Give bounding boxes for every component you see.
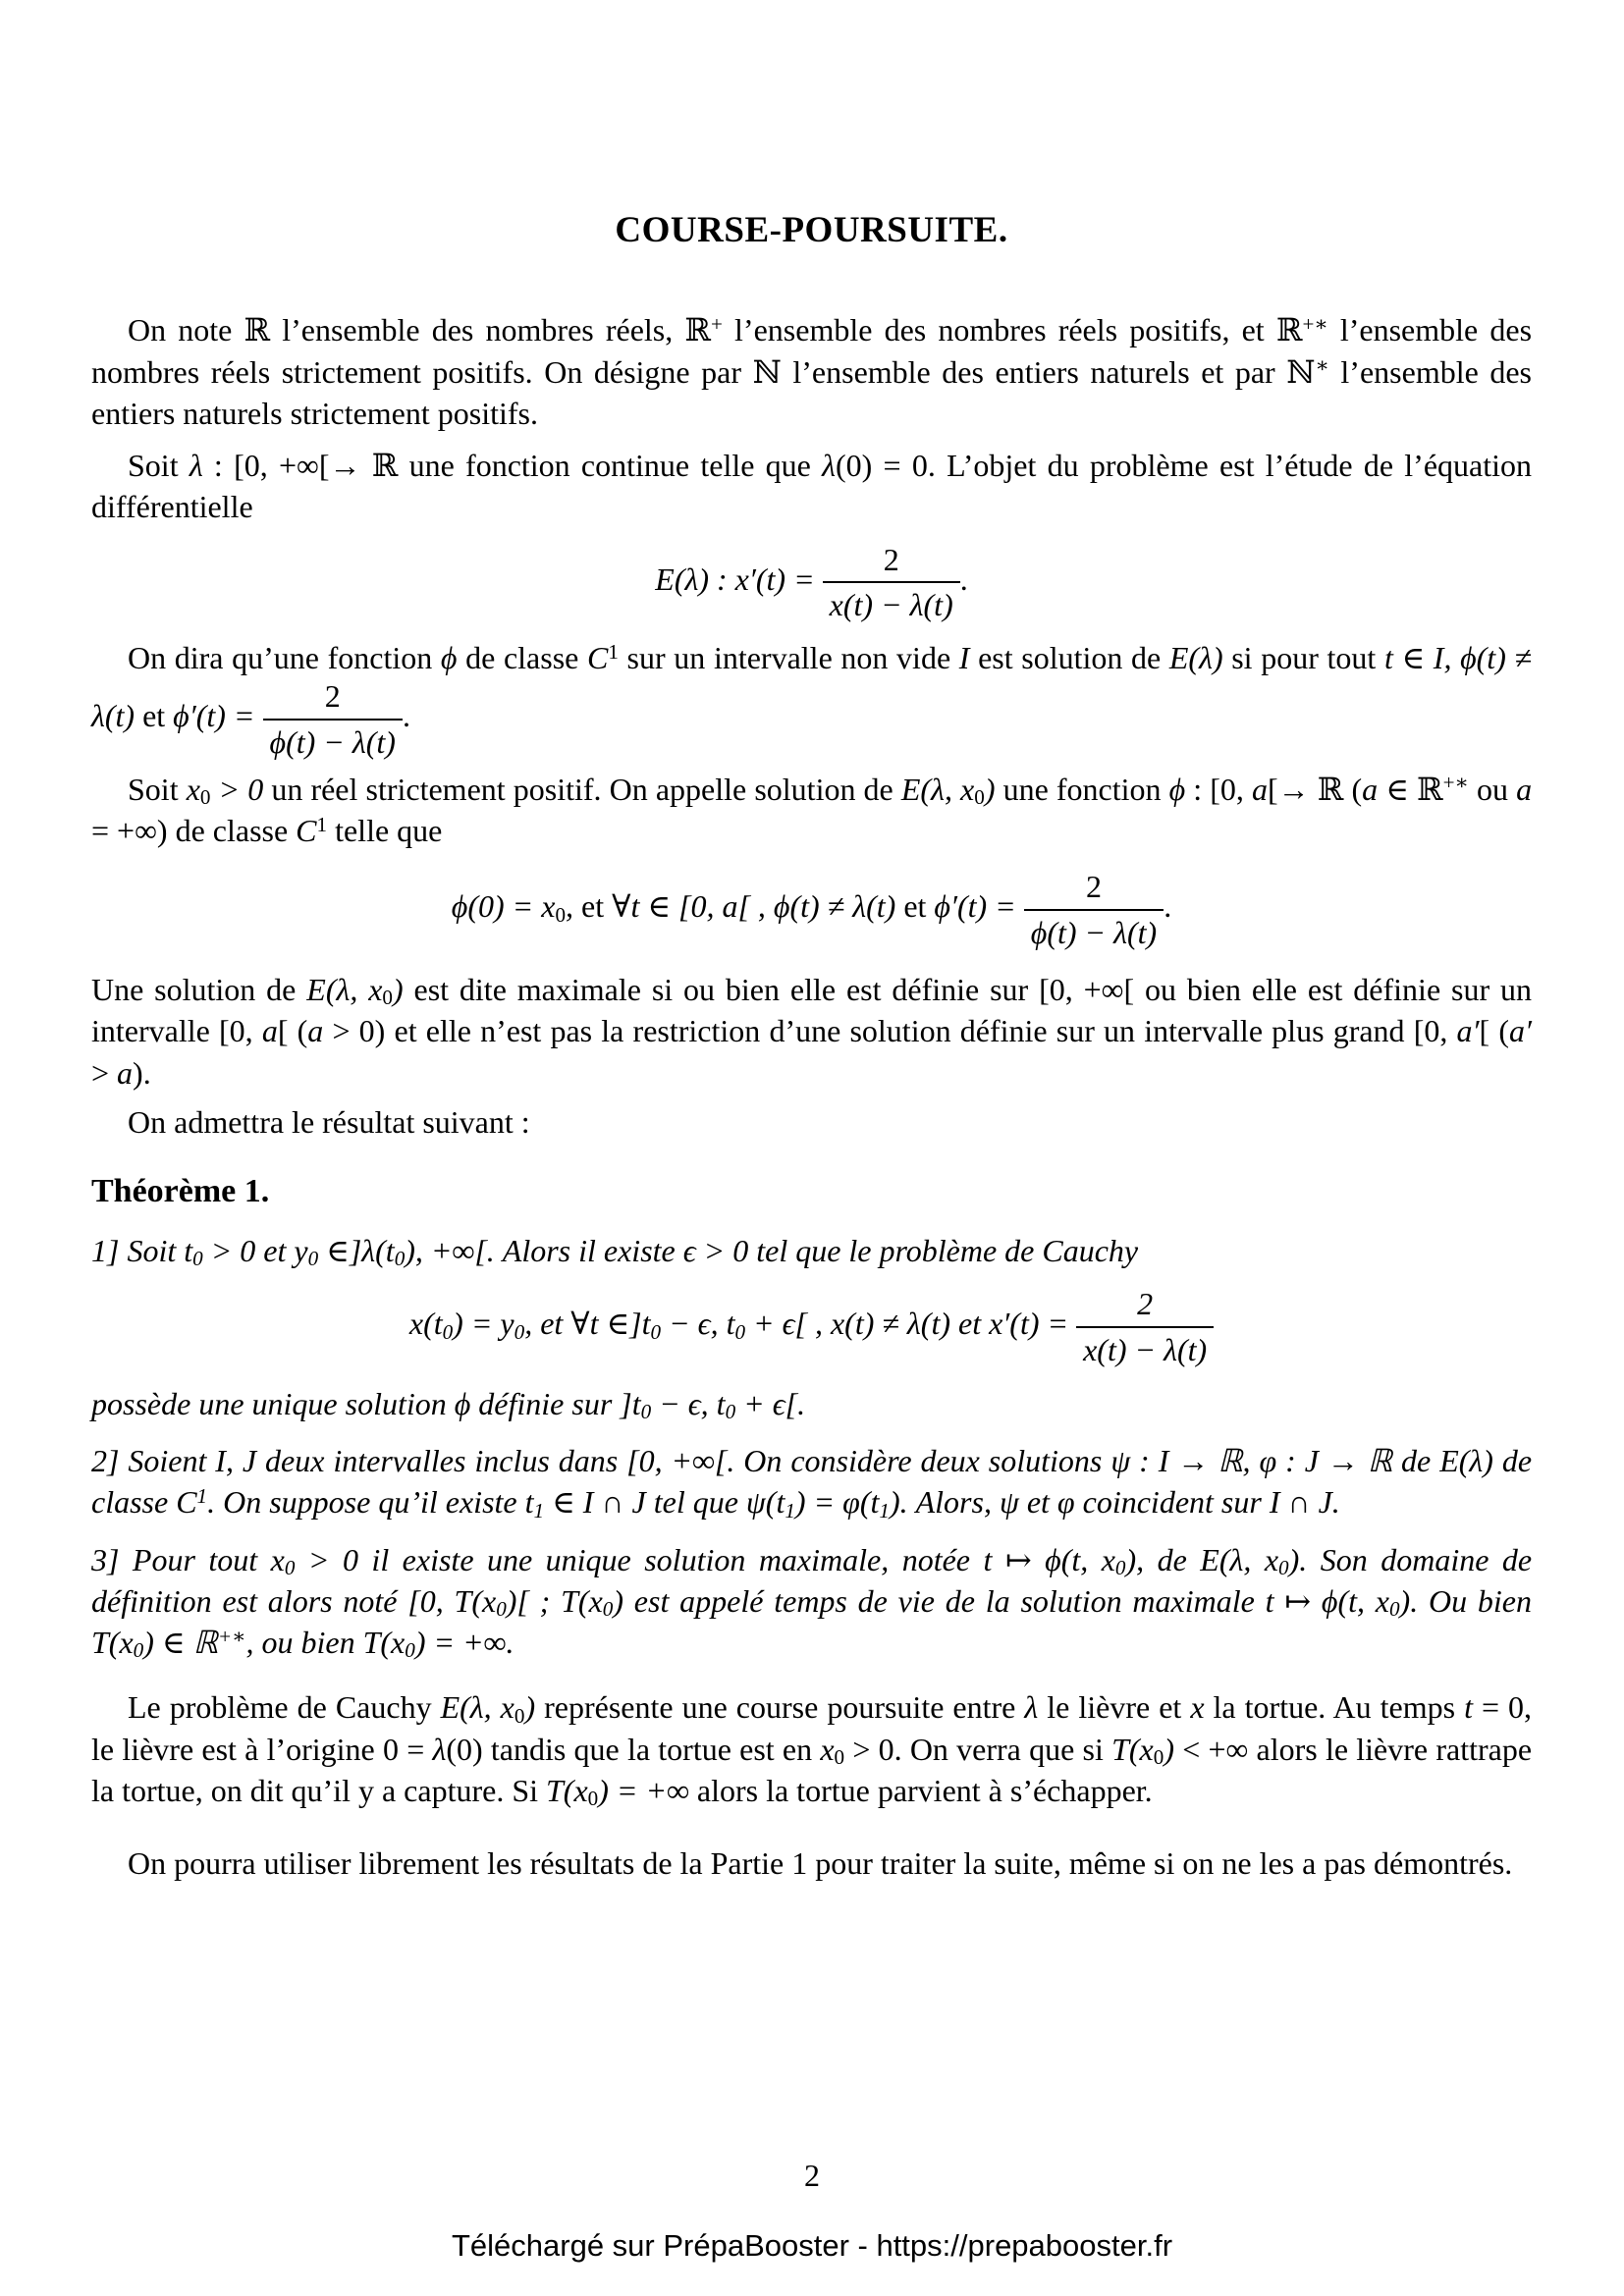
theorem-item-2: 2] Soient I, J deux intervalles inclus dans [0, +∞[. On considère deux solutions ψ : I → ℝ, φ : J → ℝ de E(λ) de classe $C^1$. On suppose qu’il existe t1 ∈ I ∩ J tel que ψ(t1) = φ(t1). Alors, ψ et φ coincident sur I ∩ J. <box>91 1443 1533 1522</box>
paragraph-maximal-def: Une solution de E(λ, x0) est dite maximale si ou bien elle est définie sur [0, +∞[ ou bien elle est définie sur un intervalle [0, a[ (a > 0) et elle n’est pas la restriction d’une solution définie sur un intervalle plus grand [0, a′[ (a′ > a). <box>91 972 1533 1091</box>
fraction: $\frac{2}{x(t) - \lambda(t)}$ <box>823 542 960 624</box>
paragraph-x0-def: Soit x0 > 0 un réel strictement positif. On appelle solution de E(λ, x0) une fonction ϕ : [0, a[→ ℝ (a ∈ ℝ+∗ ou a = +∞) de classe $C^1$ telle que <box>91 771 1533 849</box>
equation-elambda: E(λ) : x′(t) = $\frac{2}{x(t) - \lambda(t)}$ . <box>655 541 968 623</box>
theorem-item-1: 1] Soit t0 > 0 et y0 ∈]λ(t0), +∞[. Alors il existe ϵ > 0 tel que le problème de Cauchy <box>91 1233 1139 1271</box>
equation-initial-condition: ϕ(0) = x0, et ∀t ∈ [0, a[ , ϕ(t) ≠ λ(t) et ϕ′(t) = $\frac{2}{\phi(t) - \lambda(t)}$ . <box>451 869 1172 951</box>
paragraph-solution-def: On dira qu’une fonction ϕ de classe $C^1$ sur un intervalle non vide I est solution de E(λ) si pour tout t ∈ I, ϕ(t) ≠ λ(t) et ϕ′(t) = $\frac{2}{\phi(t) - \lambda(t)}$ . <box>91 639 1533 761</box>
fraction: $\frac{2}{\phi(t) - \lambda(t)}$ <box>263 678 403 761</box>
page-number: 2 <box>804 2158 820 2193</box>
paragraph-admettra: On admettra le résultat suivant : <box>128 1103 530 1140</box>
paragraph-lambda-intro: Soit λ : [0, +∞[→ ℝ une fonction continue telle que λ(0) = 0. L’objet du problème est l’étude de l’équation différentielle <box>91 448 1533 525</box>
theorem-1-heading: Théorème 1. <box>91 1172 270 1209</box>
paragraph-possede: possède une unique solution ϕ définie sur ]t0 − ϵ, t0 + ϵ[. <box>91 1386 806 1424</box>
page-title: COURSE-POURSUITE. <box>615 210 1008 250</box>
equation-cauchy-problem: x(t0) = y0, et ∀t ∈]t0 − ϵ, t0 + ϵ[ , x(t) ≠ λ(t) et x′(t) = $\frac{2}{x(t) - \lambda(t)}$ <box>91 1286 1532 1368</box>
paragraph-partie1: On pourra utiliser librement les résultats de la Partie 1 pour traiter la suite, même si on ne les a pas démontrés. <box>128 1845 1513 1882</box>
footer-credit: Téléchargé sur PrépaBooster - https://prepabooster.fr <box>451 2228 1173 2263</box>
fraction: $\frac{2}{x(t) - \lambda(t)}$ <box>1076 1286 1214 1368</box>
fraction: $\frac{2}{\phi(t) - \lambda(t)}$ <box>1024 869 1164 951</box>
theorem-item-3: 3] Pour tout x0 > 0 il existe une unique solution maximale, notée t ↦ ϕ(t, x0), de E(λ, x0). Son domaine de définition est alors noté [0, T(x0)[ ; T(x0) est appelé temps de vie de la solution maximale t ↦ ϕ(t, x0). Ou bien T(x0) ∈ ℝ+∗, ou bien T(x0) = +∞. <box>91 1541 1533 1663</box>
paragraph-interpretation: Le problème de Cauchy E(λ, x0) représente une course poursuite entre λ le lièvre et x la tortue. Au temps t = 0, le lièvre est à l’origine 0 = λ(0) tandis que la tortue est en x0 > 0. On verra que si T(x0) < +∞ alors le lièvre rattrape la tortue, on dit qu’il y a capture. Si T(x0) = +∞ alors la tortue parvient à s’échapper. <box>91 1689 1533 1811</box>
paragraph-notation: On note ℝ l’ensemble des nombres réels, ℝ+ l’ensemble des nombres réels positifs, et ℝ+∗ l’ensemble des nombres réels strictement positifs. On désigne par ℕ l’ensemble des entiers naturels et par ℕ∗ l’ensemble des entiers naturels strictement positifs. <box>91 311 1533 431</box>
